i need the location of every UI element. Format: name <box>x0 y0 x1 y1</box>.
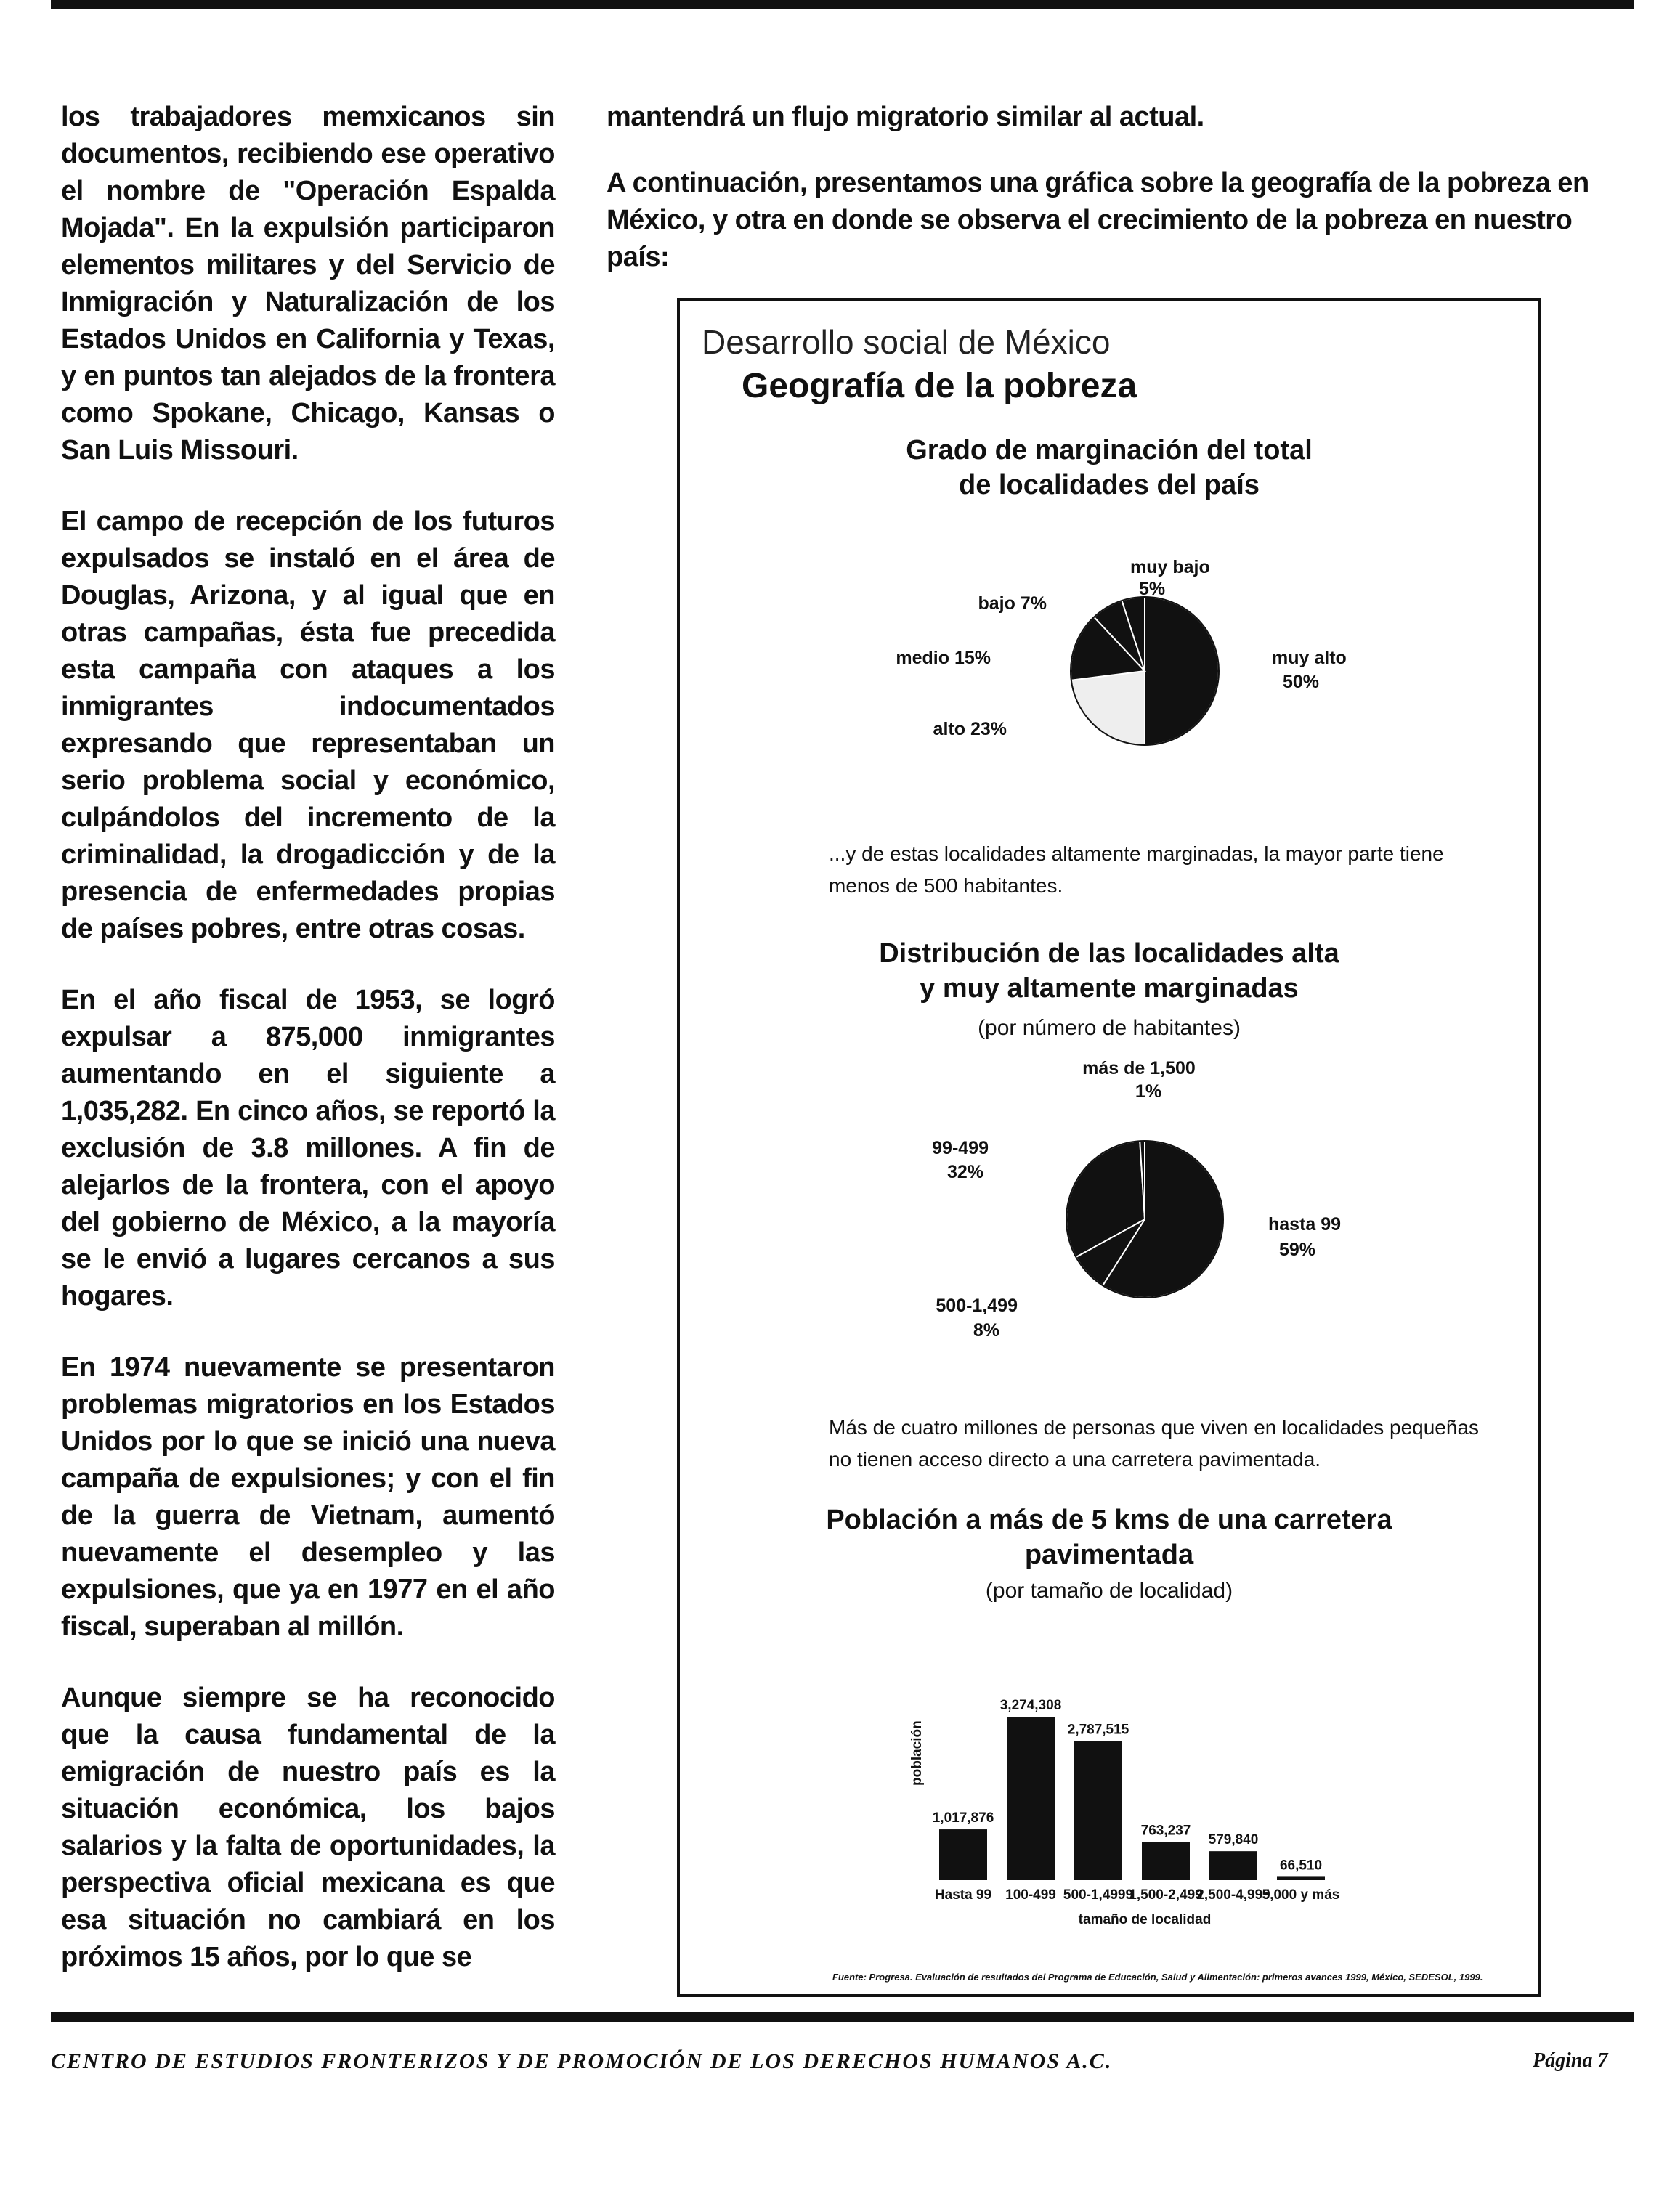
paragraph: El campo de recepción de los futuros expulsados se instaló en el área de Douglas, Arizona, y al igual que en otras campañas, ésta fue precedida esta campaña con ataques a los inmigrantes indocumentados expresando que representaban un serio problema social y económico, culpándolos del incremento de la criminalidad, la drogadicción y de la presencia de enfermedades propias de países pobres, entre otras cosas. <box>61 506 555 944</box>
pie1-label-medio <box>896 648 991 668</box>
pie2-label-mas-name: más de 1,500 <box>1082 1058 1196 1078</box>
bar-value-label-5: 66,510 <box>1279 1858 1323 1874</box>
bar-value-label-4: 579,840 <box>1208 1832 1259 1848</box>
bar-chart <box>680 1630 1538 1935</box>
pie2-chart <box>680 1056 1538 1361</box>
bar-subtitle: (por tamaño de localidad) <box>985 1579 1233 1603</box>
bar-value-label-1: 3,274,308 <box>999 1698 1062 1713</box>
bar-category-label-0: Hasta 99 <box>934 1887 992 1903</box>
left-column <box>61 99 555 2010</box>
footer-page-number: Página 7 <box>1533 2049 1608 2072</box>
right-column <box>607 99 1623 310</box>
paragraph-continuation: mantendrá un flujo migratorio similar al actual. <box>607 102 1204 132</box>
pie2-label-hasta99-name: hasta 99 <box>1268 1214 1342 1235</box>
note-1: ...y de estas localidades altamente marginadas, la mayor parte tiene menos de 500 habitantes. <box>829 842 1444 897</box>
pie2-subtitle: (por número de habitantes) <box>978 1016 1241 1040</box>
pie1-label-bajo-name: bajo <box>978 593 1015 614</box>
pie2-title-line2: y muy altamente marginadas <box>920 973 1299 1004</box>
bar-0 <box>939 1829 987 1880</box>
pie1-slice-1 <box>1071 671 1145 745</box>
bar-xlabel: tamaño de localidad <box>1078 1912 1212 1927</box>
figure-title: Geografía de la pobreza <box>742 367 1137 405</box>
pie1-label-bajo-value: 7% <box>1020 593 1047 614</box>
pie2-label-5001499-value: 8% <box>973 1320 999 1341</box>
paragraph: los trabajadores memxicanos sin documentos, recibiendo ese operativo el nombre de "Operación Espalda Mojada". En la expulsión participaron elementos militares y del Servicio de Inmigración y Naturalización de los Estados Unidos en California y Texas, y en puntos tan alejados de la frontera como Spokane, Chicago, Kansas o San Luis Missouri. <box>61 102 555 465</box>
pie1-label-medio-name: medio <box>896 648 949 668</box>
bar-category-label-2: 500-1,4999 <box>1063 1887 1134 1903</box>
pie1-label-medio-value: 15% <box>954 648 991 668</box>
bar-title-line2: pavimentada <box>1024 1540 1194 1570</box>
bar-category-label-1: 100-499 <box>1005 1887 1056 1903</box>
bar-3 <box>1142 1842 1190 1880</box>
pie2-label-99499-name: 99-499 <box>932 1138 989 1158</box>
bar-category-label-4: 2,500-4,999 <box>1196 1887 1270 1903</box>
pie1-label-alto-name: alto <box>933 719 965 739</box>
figure-source: Fuente: Progresa. Evaluación de resultados del Programa de Educación, Salud y Alimentación: primeros avances 1999, México, SEDESOL, 1999. <box>832 1972 1483 1983</box>
pie1-label-alto <box>933 719 1007 739</box>
pie1-title <box>680 433 1538 503</box>
pie1-chart <box>680 540 1538 824</box>
paragraph-intro: A continuación, presentamos una gráfica sobre la geografía de la pobreza en México, y otra en donde se observa el crecimiento de la pobreza en nuestro país: <box>607 168 1589 272</box>
bar-category-label-3: 1,500-2,499 <box>1129 1887 1203 1903</box>
pie2-label-hasta99-value: 59% <box>1279 1240 1316 1260</box>
bar-value-label-0: 1,017,876 <box>932 1810 994 1826</box>
paragraph: En el año fiscal de 1953, se logró expulsar a 875,000 inmigrantes aumentando en el siguiente a 1,035,282. En cinco años, se reportó la exclusión de 3.8 millones. A fin de alejarlos de la frontera, con el apoyo del gobierno de México, a la mayoría se le envió a lugares cercanos a sus hogares. <box>61 985 555 1312</box>
pie1-label-muyalto-name: muy alto <box>1272 648 1347 668</box>
bar-ylabel: población <box>909 1720 925 1786</box>
pie1-label-alto-value: 23% <box>970 719 1007 739</box>
figure-kicker: Desarrollo social de México <box>702 323 1111 361</box>
bar-title <box>680 1503 1538 1572</box>
pie2-title-line1: Distribución de las localidades alta <box>879 938 1339 969</box>
bar-2 <box>1074 1741 1122 1880</box>
paragraph: En 1974 nuevamente se presentaron problemas migratorios en los Estados Unidos por lo que se inició una nueva campaña de expulsiones; y con el fin de la guerra de Vietnam, aumentó nuevamente el desempleo y las expulsiones, que ya en 1977 en el año fiscal, superaban al millón. <box>61 1352 555 1642</box>
pie1-label-muybajo-value: 5% <box>1139 579 1166 599</box>
pie1-title-line2: de localidades del país <box>959 470 1260 500</box>
paragraph: Aunque siempre se ha reconocido que la causa fundamental de la emigración de nuestro país es la situación económica, los bajos salarios y la falta de oportunidades, la perspectiva oficial mexicana es que esa situación no cambiará en los próximos 15 años, por lo que se <box>61 1683 555 1972</box>
bar-title-line1: Población a más de 5 kms de una carretera <box>826 1505 1392 1535</box>
bar-5 <box>1277 1876 1325 1880</box>
pie2-label-mas-value: 1% <box>1135 1081 1162 1102</box>
pie1-label-muybajo-name: muy bajo <box>1130 557 1210 577</box>
bar-1 <box>1007 1717 1055 1880</box>
pie2-title <box>680 936 1538 1006</box>
pie1-label-bajo <box>978 593 1047 614</box>
pie1-label-muyalto-value: 50% <box>1283 672 1320 692</box>
top-rule <box>51 0 1634 9</box>
footer-organization: CENTRO DE ESTUDIOS FRONTERIZOS Y DE PROMOCIÓN DE LOS DERECHOS HUMANOS A.C. <box>51 2049 1113 2073</box>
bottom-rule <box>51 2012 1634 2022</box>
pie2-label-99499-value: 32% <box>946 1162 983 1182</box>
note-2: Más de cuatro millones de personas que viven en localidades pequeñas no tienen acceso directo a una carretera pavimentada. <box>829 1416 1480 1471</box>
pie2-label-5001499-name: 500-1,499 <box>936 1296 1018 1316</box>
bar-4 <box>1209 1851 1257 1880</box>
bar-category-label-5: 5,000 y más <box>1262 1887 1340 1903</box>
bar-value-label-3: 763,237 <box>1140 1823 1191 1839</box>
pie1-title-line1: Grado de marginación del total <box>906 435 1313 465</box>
pie1-slice-0 <box>1145 597 1219 745</box>
figure-box <box>677 298 1541 1997</box>
bar-value-label-2: 2,787,515 <box>1067 1722 1129 1738</box>
